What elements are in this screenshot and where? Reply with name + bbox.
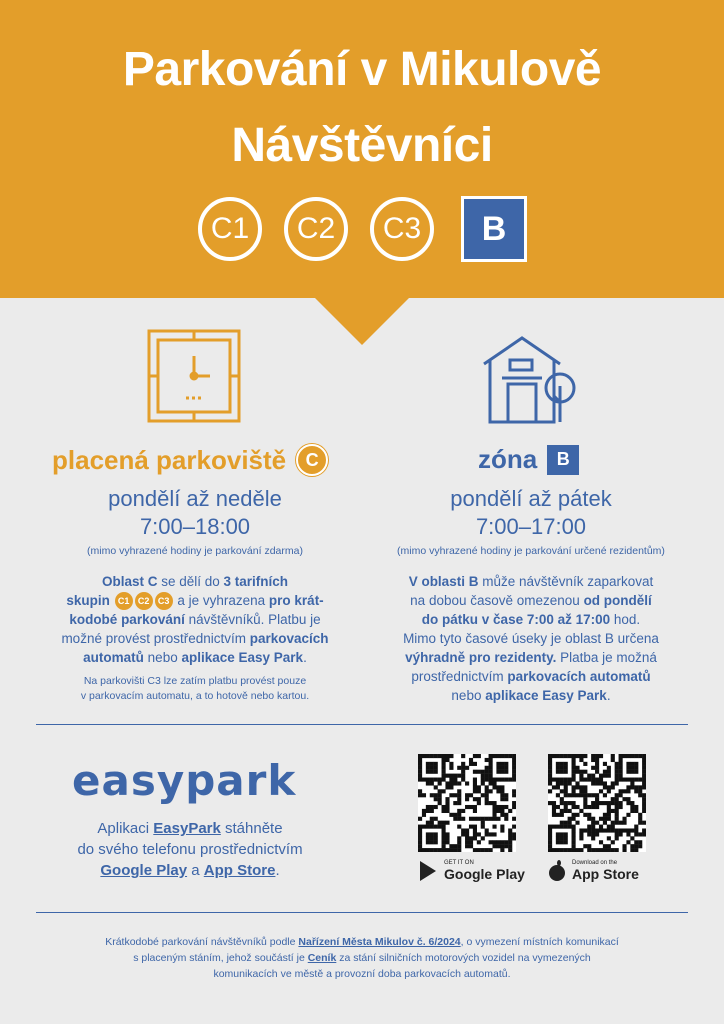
- google-play-icon: [418, 860, 438, 882]
- footer-text: Krátkodobé parkování návštěvníků podle Nařízení Města Mikulov č. 6/2024, o vymezení místních komunikací s placeným stáním, jehož součástí je Ceník za stání silničních motorových vozidel na vymezených komunikacích ve městě a provozní doba parkovacích automatů.: [105, 936, 619, 980]
- easypark-logo: easypark: [72, 756, 297, 805]
- zone-c-badge: C: [296, 444, 328, 476]
- app-store-link[interactable]: App Store: [203, 862, 276, 879]
- zone-b-badge: B: [461, 196, 527, 262]
- mini-c1-badge: C1: [115, 592, 133, 610]
- paid-parking-label: placená parkoviště: [52, 444, 287, 475]
- left-body: Oblast C se dělí do 3 tarifních skupin C1 C2 C3 a je vyhrazena pro krát- kodobé parkování návštěvníků. Platbu je možné provést prostřednictvím parkovacích automatů nebo aplikace Easy Park.: [61, 574, 329, 666]
- zone-c1-badge: C1: [198, 197, 262, 261]
- right-hours: 7:00–17:00: [475, 514, 587, 539]
- left-days: pondělí až neděle: [108, 486, 282, 511]
- paid-parking-heading: [52, 444, 328, 476]
- mini-c2-badge: C2: [135, 592, 153, 610]
- zone-label: zóna: [478, 444, 538, 474]
- zone-b-heading: [478, 444, 579, 475]
- divider-bottom: [36, 912, 688, 913]
- google-play-link[interactable]: Google Play: [100, 862, 188, 879]
- header-pointer: [314, 297, 410, 345]
- clock-icon: [146, 328, 242, 429]
- google-play-badge[interactable]: GET IT ON Google Play: [418, 860, 525, 882]
- left-hours: 7:00–18:00: [139, 514, 251, 539]
- apple-icon: [548, 860, 566, 882]
- easypark-text: Aplikaci EasyPark stáhněte do svého telefonu prostřednictvím Google Play a App Store.: [77, 820, 303, 879]
- price-list-link[interactable]: Ceník: [307, 952, 337, 964]
- app-store-qr-code[interactable]: [548, 754, 646, 852]
- zone-badges: [0, 196, 724, 262]
- left-note: (mimo vyhrazené hodiny je parkování zdarma): [87, 545, 303, 557]
- page-subtitle: Návštěvníci: [231, 119, 493, 172]
- house-icon: [482, 334, 582, 431]
- zone-c3-badge: C3: [370, 197, 434, 261]
- left-footnote: Na parkovišti C3 lze zatím platbu provést pouze v parkovacím automatu, a to hotově nebo kartou.: [80, 675, 310, 702]
- zone-b-small-badge: B: [547, 445, 579, 475]
- easypark-link[interactable]: EasyPark: [153, 820, 221, 837]
- divider-top: [36, 724, 688, 725]
- app-store-badge[interactable]: Download on the App Store: [548, 860, 639, 882]
- right-days: pondělí až pátek: [450, 486, 612, 511]
- zone-c2-badge: C2: [284, 197, 348, 261]
- page-title: Parkování v Mikulově: [122, 43, 602, 96]
- right-body: V oblasti B může návštěvník zaparkovat na dobou časově omezenou od pondělí do pátku v čase 7:00 až 17:00 hod. Mimo tyto časové úseky je oblast B určena výhradně pro rezidenty. Platba je možná prostřednictvím parkovacích automatů nebo aplikace Easy Park.: [403, 574, 659, 703]
- google-play-qr-code[interactable]: [418, 754, 516, 852]
- mini-c3-badge: C3: [155, 592, 173, 610]
- right-note: (mimo vyhrazené hodiny je parkování určené rezidentům): [397, 545, 665, 557]
- regulation-link[interactable]: Nařízení Města Mikulov č. 6/2024: [298, 936, 461, 948]
